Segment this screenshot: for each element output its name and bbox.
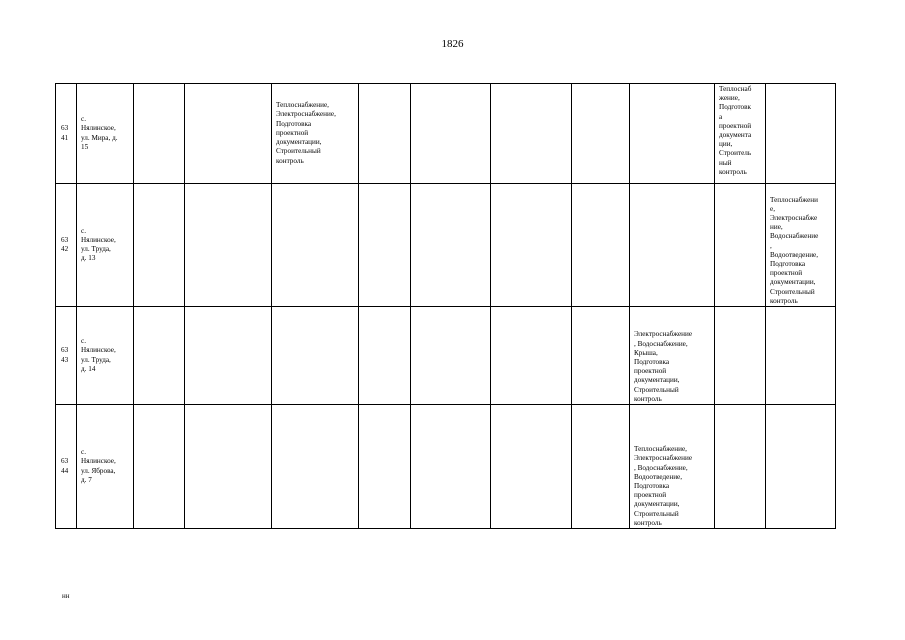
- empty-cell: [359, 184, 411, 307]
- table-row: [56, 307, 836, 405]
- empty-cell: [359, 307, 411, 405]
- table-row: [56, 84, 836, 184]
- row-number: 63 43: [56, 307, 77, 405]
- empty-cell: [134, 184, 185, 307]
- row-number: 63 44: [56, 405, 77, 529]
- works-cell: Электроснабжение , Водоснабжение, Крыша, Подготовка проектной документации, Строительный контроль: [630, 307, 715, 405]
- row-number: 63 41: [56, 84, 77, 184]
- empty-cell: [572, 307, 630, 405]
- empty-cell: [491, 307, 572, 405]
- works-cell: [766, 307, 836, 405]
- works-cell: Теплоснабжение, Электроснабжение , Водоснабжение, Водоотведение, Подготовка проектной документации, Строительный контроль: [630, 405, 715, 529]
- empty-cell: [491, 84, 572, 184]
- works-cell: Теплоснабжени е, Электроснабже ние, Водоснабжение , Водоотведение, Подготовка проектной документации, Строительный контроль: [766, 184, 836, 307]
- works-cell: [766, 405, 836, 529]
- works-table: [55, 83, 836, 529]
- empty-cell: [572, 184, 630, 307]
- empty-cell: [134, 84, 185, 184]
- works-cell: [630, 184, 715, 307]
- empty-cell: [134, 405, 185, 529]
- empty-cell: [411, 184, 491, 307]
- address-cell: с. Нялинское, ул. Яброва, д. 7: [77, 405, 134, 529]
- works-cell: [715, 184, 766, 307]
- address-cell: с. Нялинское, ул. Труда, д. 13: [77, 184, 134, 307]
- empty-cell: [185, 307, 272, 405]
- address-cell: с. Нялинское, ул. Труда, д. 14: [77, 307, 134, 405]
- empty-cell: [411, 84, 491, 184]
- works-cell: Теплоснаб жение, Подготовк а проектной документа ции, Строитель ный контроль: [715, 84, 766, 184]
- row-number: 63 42: [56, 184, 77, 307]
- empty-cell: [185, 184, 272, 307]
- works-cell: [715, 405, 766, 529]
- address-cell: с. Нялинское, ул. Мира, д. 15: [77, 84, 134, 184]
- empty-cell: [359, 405, 411, 529]
- page-number: 1826: [441, 38, 464, 50]
- works-cell: [766, 84, 836, 184]
- empty-cell: [411, 405, 491, 529]
- works-cell: [715, 307, 766, 405]
- works-cell: [272, 405, 359, 529]
- empty-cell: [185, 405, 272, 529]
- empty-cell: [134, 307, 185, 405]
- works-cell: Теплоснабжение, Электроснабжение, Подготовка проектной документации, Строительный контроль: [272, 84, 359, 184]
- empty-cell: [185, 84, 272, 184]
- works-cell: [630, 84, 715, 184]
- empty-cell: [411, 307, 491, 405]
- empty-cell: [491, 184, 572, 307]
- empty-cell: [359, 84, 411, 184]
- table-row: [56, 405, 836, 529]
- works-cell: [272, 184, 359, 307]
- footer-mark: нн: [62, 592, 70, 600]
- empty-cell: [572, 405, 630, 529]
- empty-cell: [572, 84, 630, 184]
- empty-cell: [491, 405, 572, 529]
- table-row: [56, 184, 836, 307]
- works-cell: [272, 307, 359, 405]
